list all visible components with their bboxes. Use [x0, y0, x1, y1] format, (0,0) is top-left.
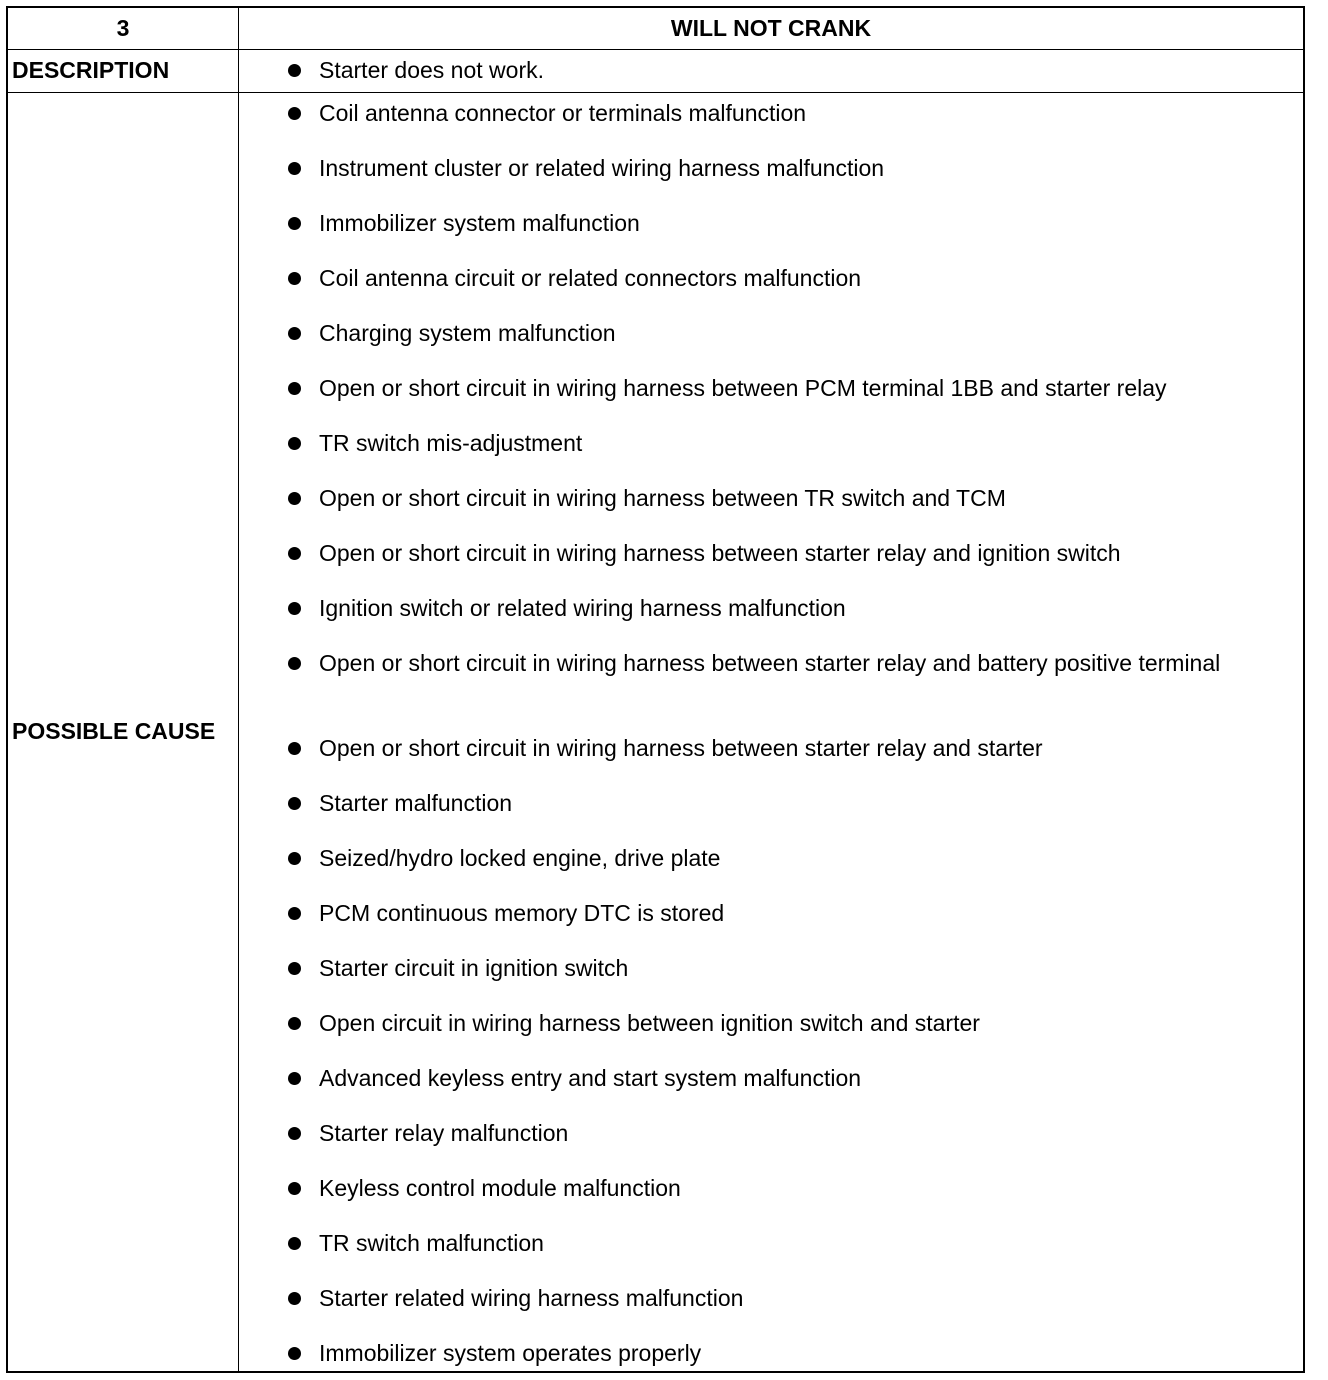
bullet-icon [288, 1017, 301, 1030]
possible-cause-text: TR switch mis-adjustment [319, 430, 583, 456]
bullet-icon [288, 1237, 301, 1250]
bullet-icon [288, 657, 301, 670]
possible-cause-text: TR switch malfunction [319, 1230, 544, 1256]
possible-cause-text: Immobilizer system malfunction [319, 210, 640, 236]
bullet-icon [288, 107, 301, 120]
possible-cause-text: Instrument cluster or related wiring harness malfunction [319, 155, 885, 181]
bullet-icon [288, 1292, 301, 1305]
possible-cause-text: Open or short circuit in wiring harness between starter relay and ignition switch [319, 540, 1121, 566]
possible-cause-text: Open circuit in wiring harness between ignition switch and starter [319, 1010, 980, 1036]
bullet-icon [288, 962, 301, 975]
bullet-icon [288, 1347, 301, 1360]
possible-cause-row [8, 92, 1303, 1371]
possible-cause-text: PCM continuous memory DTC is stored [319, 900, 725, 926]
possible-cause-text: Seized/hydro locked engine, drive plate [319, 845, 721, 871]
possible-cause-list [8, 92, 1303, 1371]
description-label: DESCRIPTION [12, 57, 170, 83]
possible-cause-text: Advanced keyless entry and start system malfunction [319, 1065, 862, 1091]
bullet-icon [288, 602, 301, 615]
possible-cause-text: Coil antenna circuit or related connectors malfunction [319, 265, 862, 291]
description-row [8, 49, 1303, 93]
bullet-icon [288, 382, 301, 395]
table-header-row [8, 8, 1303, 50]
possible-cause-text: Starter malfunction [319, 790, 513, 816]
symptom-title: WILL NOT CRANK [670, 15, 872, 41]
possible-cause-text: Immobilizer system operates properly [319, 1340, 702, 1366]
possible-cause-label: POSSIBLE CAUSE [12, 718, 216, 744]
bullet-icon [288, 547, 301, 560]
bullet-icon [288, 1127, 301, 1140]
bullet-icon [288, 327, 301, 340]
bullet-icon [288, 162, 301, 175]
bullet-icon [288, 217, 301, 230]
possible-cause-text: Starter circuit in ignition switch [319, 955, 629, 981]
possible-cause-text: Open or short circuit in wiring harness between starter relay and starter [319, 735, 1043, 761]
bullet-icon [288, 272, 301, 285]
bullet-icon [288, 437, 301, 450]
possible-cause-text: Starter relay malfunction [319, 1120, 569, 1146]
step-number: 3 [116, 15, 130, 41]
bullet-icon [288, 1182, 301, 1195]
possible-cause-text: Open or short circuit in wiring harness between starter relay and battery positive terminal [319, 650, 1221, 676]
bullet-icon [288, 797, 301, 810]
possible-cause-text: Keyless control module malfunction [319, 1175, 681, 1201]
bullet-icon [288, 64, 301, 77]
possible-cause-text: Open or short circuit in wiring harness between TR switch and TCM [319, 485, 1006, 511]
description-text: Starter does not work. [319, 57, 544, 83]
possible-cause-text: Ignition switch or related wiring harness malfunction [319, 595, 846, 621]
possible-cause-text: Open or short circuit in wiring harness between PCM terminal 1BB and starter relay [319, 375, 1167, 401]
bullet-icon [288, 852, 301, 865]
bullet-icon [288, 492, 301, 505]
bullet-icon [288, 742, 301, 755]
troubleshooting-table [6, 6, 1305, 1373]
possible-cause-text: Coil antenna connector or terminals malfunction [319, 100, 807, 126]
possible-cause-text: Starter related wiring harness malfunction [319, 1285, 744, 1311]
bullet-icon [288, 907, 301, 920]
bullet-icon [288, 1072, 301, 1085]
possible-cause-text: Charging system malfunction [319, 320, 616, 346]
